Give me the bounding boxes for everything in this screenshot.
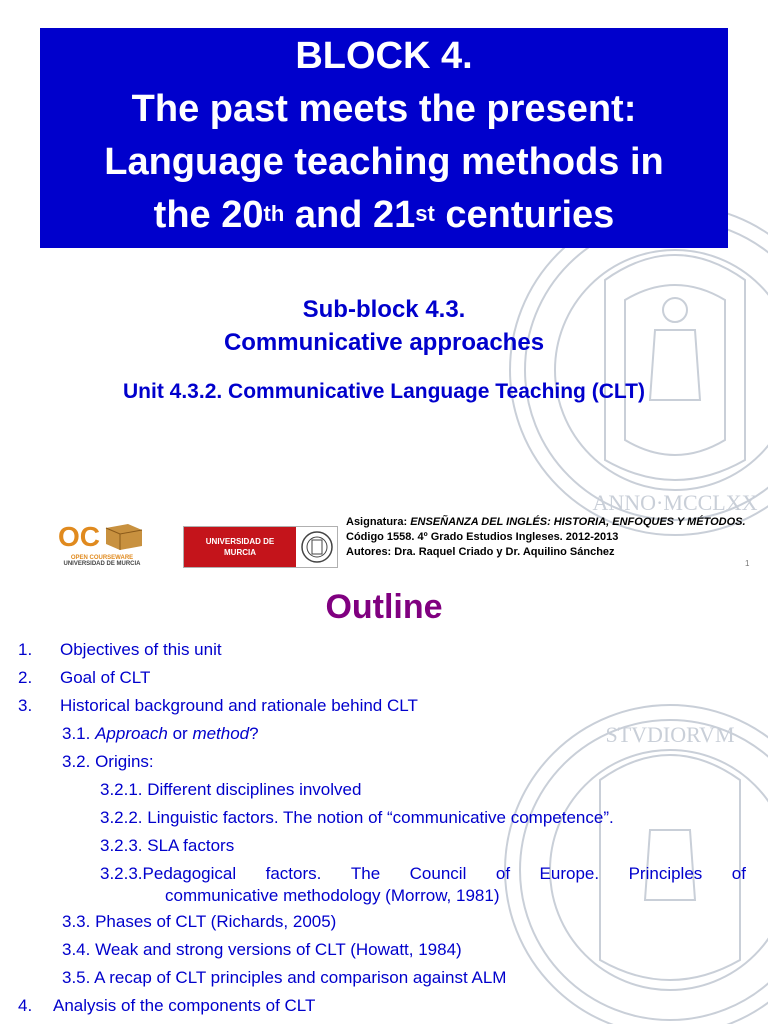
open-courseware-logo	[56, 520, 148, 568]
outline-item-2	[18, 668, 151, 688]
title-line-2: The past meets the present:	[131, 88, 637, 130]
universidad-murcia-logo	[183, 526, 338, 568]
subblock-subtitle: Communicative approaches	[223, 329, 545, 356]
outline-item-3-1: 3.1. Approach or method?	[62, 724, 259, 743]
outline-item-text: Objectives of this unit	[60, 640, 222, 659]
outline-item-text: Goal of CLT	[60, 668, 151, 687]
outline-slide	[0, 580, 768, 1024]
outline-item-4	[18, 996, 316, 1016]
outline-item-1	[18, 640, 222, 660]
um-seal-icon	[300, 530, 334, 564]
svg-text:OC: OC	[58, 521, 100, 550]
outline-item-3-2: 3.2. Origins:	[62, 752, 154, 771]
credits-course: ENSEÑANZA DEL INGLÉS: HISTORIA, ENFOQUES Y MÉTODOS.	[410, 516, 746, 528]
outline-item-3-2-3: 3.2.3. SLA factors	[100, 836, 235, 855]
outline-item-number: 1.	[18, 640, 33, 659]
title-line-4: the 20th and 21st centuries	[153, 194, 615, 236]
credits-label: Asignatura:	[346, 516, 411, 528]
outline-item-3-2-2: 3.2.2. Linguistic factors. The notion of “communicative competence”.	[100, 808, 614, 827]
outline-item-number: 2.	[18, 668, 33, 687]
credits-code: Código 1558. 4º Grado Estudios Ingleses. 2012-2013	[346, 531, 619, 543]
oc-logo-line-1: OPEN COURSEWARE	[70, 555, 134, 561]
course-credits	[346, 515, 756, 560]
outline-item-3	[18, 696, 418, 716]
subblock-heading: Sub-block 4.3.	[302, 296, 466, 323]
unit-heading: Unit 4.3.2. Communicative Language Teaching (CLT)	[123, 380, 645, 403]
title-banner	[40, 28, 728, 248]
svg-text:ANNO·MCCLXX: ANNO·MCCLXX	[592, 490, 758, 515]
title-line-3: Language teaching methods in	[104, 141, 664, 183]
outline-item-3-2-3-continuation: communicative methodology (Morrow, 1981)	[165, 886, 500, 905]
outline-item-text: Analysis of the components of CLT	[53, 996, 316, 1015]
outline-item-3-2-1: 3.2.1. Different disciplines involved	[100, 780, 362, 799]
oc-logo-line-2: UNIVERSIDAD DE MURCIA	[63, 561, 141, 567]
outline-item-text: Historical background and rationale behind CLT	[60, 696, 418, 715]
outline-item-3-2-3-pedagogical: 3.2.3.Pedagogical factors. The Council of Europe. Principles of	[100, 864, 746, 883]
outline-item-3-3: 3.3. Phases of CLT (Richards, 2005)	[62, 912, 337, 931]
credits-authors: Autores: Dra. Raquel Criado y Dr. Aquilino Sánchez	[346, 546, 615, 558]
um-logo-line-2: MURCIA	[224, 548, 256, 557]
svg-text:STVDIORVM: STVDIORVM	[605, 722, 735, 747]
outline-item-number: 3.	[18, 696, 33, 715]
um-logo-line-1: UNIVERSIDAD DE	[205, 537, 275, 546]
outline-item-3-5: 3.5. A recap of CLT principles and comparison against ALM	[62, 968, 507, 987]
outline-title: Outline	[325, 588, 443, 626]
outline-item-number: 4.	[18, 996, 33, 1015]
title-line-1: BLOCK 4.	[295, 35, 473, 77]
university-seal-watermark-2	[500, 700, 768, 1024]
page-number: 1	[745, 559, 750, 568]
university-seal-watermark	[505, 200, 768, 540]
outline-item-3-4: 3.4. Weak and strong versions of CLT (Howatt, 1984)	[62, 940, 462, 959]
